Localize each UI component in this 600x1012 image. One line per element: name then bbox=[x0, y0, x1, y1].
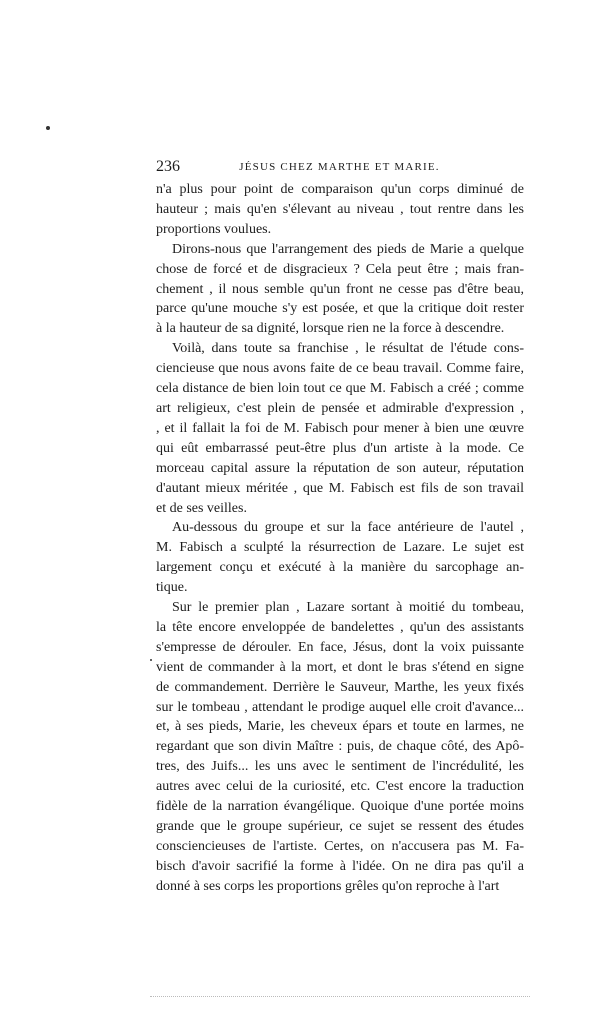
text-line: , et il fallait la foi de M. Fabisch pour mener à bien une œuvre bbox=[156, 420, 524, 436]
body-text bbox=[156, 180, 524, 897]
text-line: tique. bbox=[156, 580, 188, 596]
text-line: Au-dessous du groupe et sur la face antérieure de l'autel , bbox=[172, 520, 524, 536]
text-line: cela distance de bien loin tout ce que M. Fabisch a créé ; comme bbox=[156, 381, 524, 397]
text-line: chement , il nous semble qu'un front ne cesse pas d'être beau, bbox=[156, 281, 524, 297]
text-line: bisch d'avoir sacrifié la forme à l'idée. On ne dira pas qu'il a bbox=[156, 858, 524, 874]
text-line: et de ses veilles. bbox=[156, 500, 247, 516]
text-line: parce qu'une mouche s'y est posée, et que la critique doit rester bbox=[156, 301, 524, 317]
text-line: M. Fabisch a sculpté la résurrection de Lazare. Le sujet est bbox=[156, 540, 524, 556]
text-line: art religieux, c'est plein de pensée et admirable d'expression , bbox=[156, 400, 524, 416]
ink-speck bbox=[150, 659, 152, 661]
text-line: et, à ses pieds, Marie, les cheveux épars et toute en larmes, ne bbox=[156, 719, 524, 735]
text-line: fidèle de la narration évangélique. Quoique d'une portée moins bbox=[156, 799, 524, 815]
text-line: s'empresse de dérouler. En face, Jésus, dont la voix puissante bbox=[156, 639, 524, 655]
text-line: chose de forcé et de disgracieux ? Cela peut être ; mais fran- bbox=[156, 261, 524, 277]
text-line: hauteur ; mais qu'en s'élevant au niveau , tout rentre dans les bbox=[156, 201, 524, 217]
text-line: proportions voulues. bbox=[156, 221, 272, 237]
page-header bbox=[156, 158, 523, 178]
text-line: morceau capital assure la réputation de son auteur, réputation bbox=[156, 460, 524, 476]
paragraph bbox=[156, 180, 524, 240]
page-number: 236 bbox=[156, 158, 180, 175]
text-line: Voilà, dans toute sa franchise , le résultat de l'étude cons- bbox=[172, 341, 524, 357]
text-line: sur le tombeau , attendant le prodige auquel elle croit d'avance... bbox=[156, 699, 524, 715]
running-title: JÉSUS CHEZ MARTHE ET MARIE. bbox=[239, 161, 440, 173]
text-line: de commandement. Derrière le Sauveur, Marthe, les yeux fixés bbox=[156, 679, 524, 695]
text-line: Sur le premier plan , Lazare sortant à moitié du tombeau, bbox=[172, 600, 524, 616]
text-line: grande que le groupe supérieur, ce sujet se ressent des études bbox=[156, 819, 524, 834]
text-line: largement conçu et exécuté à la manière du sarcophage an- bbox=[156, 560, 524, 576]
page-edge-dots bbox=[150, 996, 530, 997]
text-line: tres, des Juifs... les uns avec le sentiment de l'incrédulité, les bbox=[156, 759, 524, 775]
ink-speck bbox=[46, 126, 50, 130]
text-line: consciencieuses de l'artiste. Certes, on n'accusera pas M. Fa- bbox=[156, 838, 524, 854]
paragraph bbox=[156, 339, 524, 518]
text-line: Dirons-nous que l'arrangement des pieds de Marie a quelque bbox=[172, 241, 524, 257]
text-line: donné à ses corps les proportions grêles qu'on reproche à l'art bbox=[156, 878, 500, 894]
paragraph bbox=[156, 240, 524, 340]
text-line: n'a plus pour point de comparaison qu'un corps diminué de bbox=[156, 182, 524, 197]
text-line: qui eût embarrassé peut-être plus d'un artiste à la mode. Ce bbox=[156, 440, 524, 456]
text-line: à la hauteur de sa dignité, lorsque rien ne la force à descendre. bbox=[156, 321, 505, 337]
text-line: vient de commander à la mort, et dont le bras s'étend en signe bbox=[156, 659, 524, 675]
paragraph bbox=[156, 598, 524, 897]
text-line: ciencieuse que nous avons faite de ce beau travail. Comme faire, bbox=[156, 361, 524, 377]
text-line: la tête encore enveloppée de bandelettes , qu'un des assistants bbox=[156, 619, 524, 635]
text-line: regardant que son divin Maître : puis, de chaque côté, des Apô- bbox=[156, 739, 524, 755]
paragraph bbox=[156, 518, 524, 598]
text-line: d'autant mieux méritée , que M. Fabisch est fils de son travail bbox=[156, 480, 524, 496]
text-line: autres avec celui de la curiosité, etc. C'est encore la traduction bbox=[156, 779, 524, 795]
